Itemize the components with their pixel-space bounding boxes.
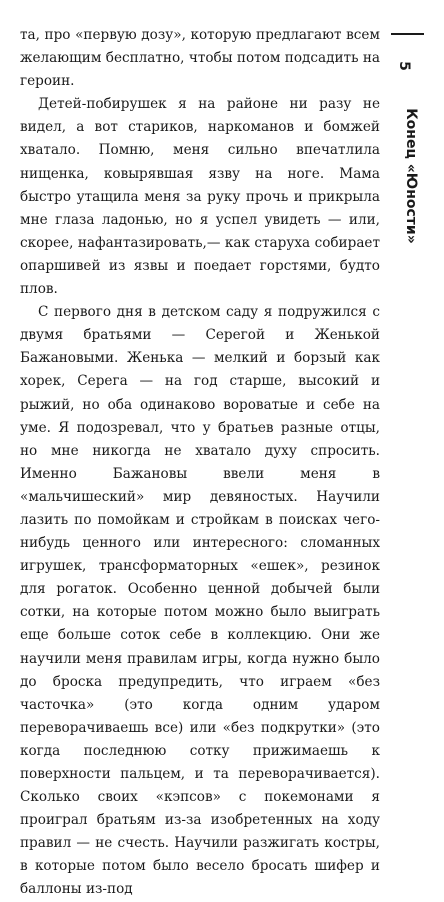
paragraph: С первого дня в детском саду я подружился с двумя братьями — Серегой и Женькой Бажановыми. Женька — мелкий и борзый как хорек, Серега — на год старше, высокий и рыжий, но оба одинаково вороватые и себе на уме. Я подозревал, что у братьев разные отцы, но мне никогда не хватало духу спросить. Именно Бажановы ввели меня в «мальчишеский» мир девяностых. Научили лазить по помойкам и стройкам в поисках чего-нибудь ценного или интересного: сломанных игрушек, трансформаторных «ешек», резинок для рогаток. Особенно ценной добычей были сотки, на которые потом можно было выиграть еще больше соток себе в коллекцию. Они же научили меня правилам игры, когда нужно было до броска предупредить, что играем «без часточка» (это когда одним ударом переворачиваешь все) или «без подкрутки» (это когда последнюю сотку прижимаешь к поверхности пальцем, и та переворачивается). Сколько своих «кэпсов» с покемонами я проиграл братьям из-за изобретенных на ходу правил — не счесть. Научили разжигать костры, в которые потом было весело бросать шифер и баллоны из-под (20, 304, 380, 898)
page-number: 5 (395, 61, 412, 71)
paragraph: Детей-побирушек я на районе ни разу не видел, а вот стариков, наркоманов и бомжей хватало. Помню, меня сильно впечатлила нищенка, ковырявшая язву на ноге. Мама быстро утащила меня за руку прочь и прикрыла мне глаза ладонью, но я успел увидеть — или, скорее, нафантазировать,— как старуха собирает опаршивей из язвы и поедает горстями, будто плов. (20, 96, 380, 298)
paragraph-continued: та, про «первую дозу», которую предлагают всем желающим бесплатно, чтобы потом подсадить на героин. (20, 27, 380, 90)
header-rule (391, 33, 424, 35)
running-title: Конец «Юности» (403, 108, 419, 244)
page-body (20, 24, 380, 902)
